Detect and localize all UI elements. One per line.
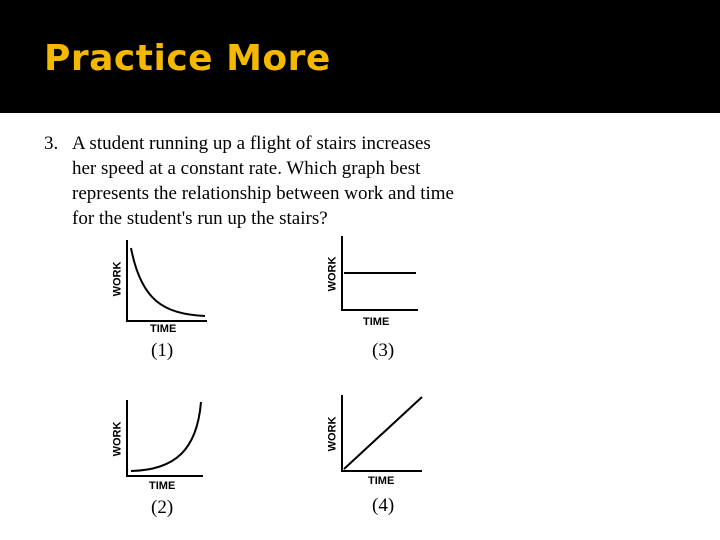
choice-3-label: (3) [372,340,395,361]
graph-2-curve [131,402,201,471]
question-line-4: for the student's run up the stairs? [72,208,328,229]
graph-3-ylabel: WORK [326,256,339,292]
graph-4-line [344,397,422,469]
question-line-1: A student running up a flight of stairs increases [72,133,431,154]
graph-4[interactable] [320,395,440,520]
slide-title: Practice More [44,38,331,79]
question-number: 3. [44,133,59,154]
graph-3[interactable] [320,236,440,361]
question-line-2: her speed at a constant rate. Which graph best [72,158,421,179]
graph-4-ylabel: WORK [326,416,339,452]
graph-1-xlabel: TIME [150,323,177,335]
graph-3-xlabel: TIME [363,316,390,328]
question-line-3: represents the relationship between work and time [72,183,454,204]
graph-1[interactable] [105,240,225,365]
graph-4-xlabel: TIME [368,475,395,487]
graph-2-xlabel: TIME [149,480,176,492]
choice-4-label: (4) [372,495,395,516]
graph-1-curve [131,248,205,316]
header-bar [0,0,720,113]
graph-2-ylabel: WORK [111,421,124,457]
graph-2[interactable] [105,400,225,525]
graph-1-ylabel: WORK [111,261,124,297]
choice-2-label: (2) [151,497,174,518]
choice-1-label: (1) [151,340,174,361]
